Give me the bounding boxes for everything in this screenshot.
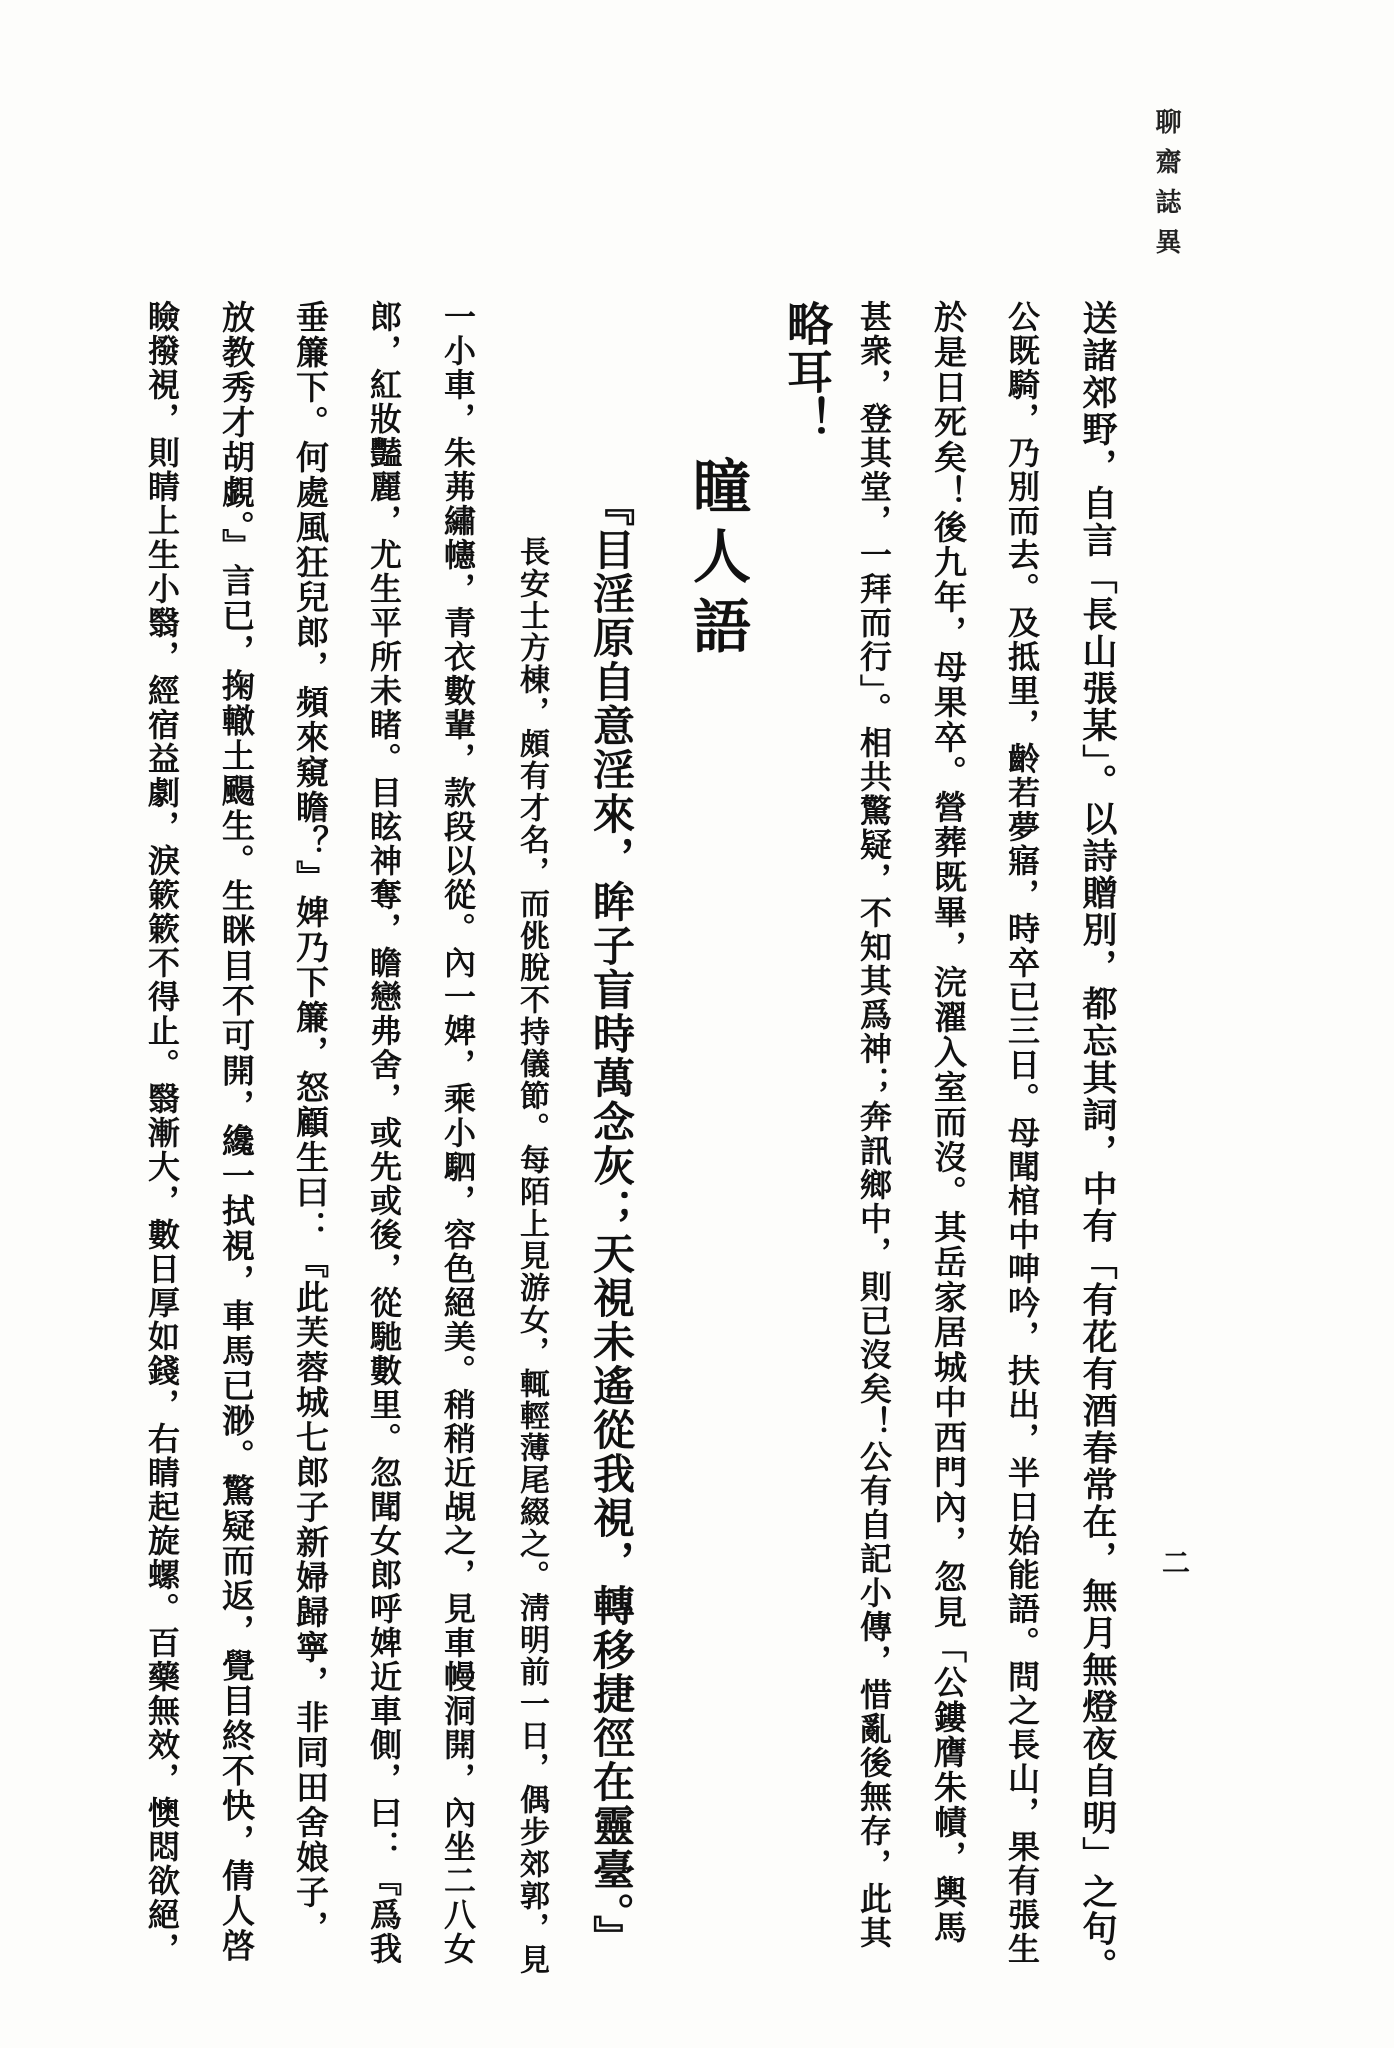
story-column-2: 一小車，朱茀繡幰，青衣數輩，款段以從。內一婢，乘小駟，容色絕美。稍稍近覘之，見車幔洞開，內坐二八女 — [439, 300, 477, 1966]
prev-story-column-4: 甚衆，登其堂，一拜而行」。相共驚疑，不知其爲神；奔訊鄉中，則已沒矣！公有自記小傳，惜亂後無存，此其 — [855, 300, 893, 1950]
page-number: 二 — [1158, 1548, 1191, 1576]
story-column-4: 垂簾下。何處風狂兒郎，頻來窺瞻？』婢乃下簾，怒顧生曰：『此芙蓉城七郎子新婦歸寧，非同田舍娘子， — [291, 300, 330, 1945]
prev-story-column-5: 略耳！ — [780, 300, 834, 444]
running-header: 聊齋誌異 — [1151, 108, 1181, 268]
story-epigraph: 『目淫原自意淫來，眸子盲時萬念灰；天視未遙從我視，轉移捷徑在靈臺。』 — [587, 484, 636, 1959]
story-column-6: 瞼撥視，則睛上生小翳，經宿益劇，淚簌簌不得止。翳漸大，數日厚如錢，右睛起旋螺。百藥無效，懊悶欲絕， — [143, 300, 181, 1966]
story-column-1: 長安士方棟，頗有才名，而佻脫不持儀節。每陌上見游女，輒輕薄尾綴之。淸明前一日，偶步郊郭，見 — [514, 536, 549, 1976]
story-column-5: 放教秀才胡覷。』言已，掬轍土颺生。生眯目不可開，纔一拭視，車馬已渺。驚疑而返，覺目終不快，倩人啓 — [217, 300, 256, 1964]
prev-story-column-2: 公既騎，乃別而去。及抵里，齡若夢寤，時卒已三日。母聞棺中呻吟，扶出，半日始能語。問之長山，果有張生 — [1003, 300, 1041, 1966]
story-column-3: 郎，紅妝豔麗，尤生平所未睹。目眩神奪，瞻戀弗舍，或先或後，從馳數里。忽聞女郎呼婢近車側，曰：『爲我 — [365, 300, 403, 1966]
prev-story-column-1: 送諸郊野，自言「長山張某」。以詩贈別，都忘其詞，中有「有花有酒春常在，無月無燈夜自明」之句。 — [1077, 300, 1118, 1985]
story-title: 瞳人語 — [683, 456, 751, 666]
prev-story-column-3: 於是日死矣！後九年，母果卒。營葬既畢，浣濯入室而沒。其岳家居城中西門內，忽見「公鏤膺朱幘，輿馬 — [929, 300, 968, 1945]
